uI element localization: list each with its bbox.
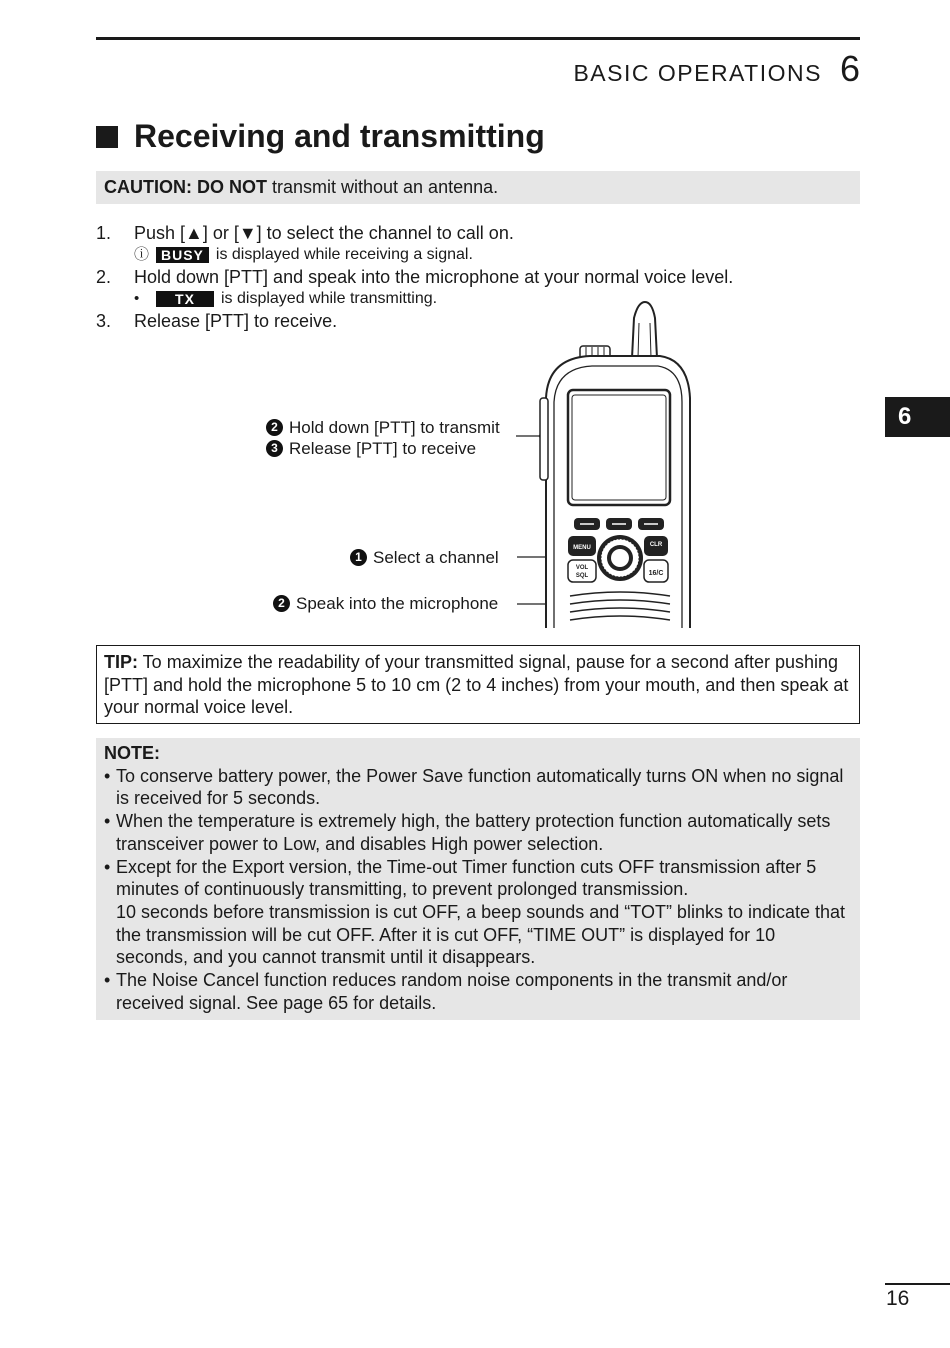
bullet-mark: • <box>134 290 140 307</box>
callout-text: Release [PTT] to receive <box>289 439 477 458</box>
callout-number: 2 <box>266 419 283 436</box>
step-text: Push [▲] or [▼] to select the channel to call on. <box>134 223 514 243</box>
callout-speak <box>273 593 498 614</box>
bullet-mark: • <box>104 765 111 786</box>
tip-box <box>96 645 860 724</box>
step-info-text: is displayed while receiving a signal. <box>215 246 473 263</box>
callout-text: Select a channel <box>373 548 499 567</box>
step-3 <box>96 310 856 332</box>
clr-key-label: CLR <box>649 542 663 548</box>
busy-indicator: BUSY <box>156 247 209 263</box>
step-number: 1. <box>96 223 112 243</box>
step-2 <box>96 266 856 288</box>
note-item <box>104 810 852 855</box>
header-rule <box>96 37 860 40</box>
vol-key-label: VOL <box>575 565 589 571</box>
note-title: NOTE: <box>104 743 160 763</box>
caution-label: CAUTION: DO NOT <box>104 177 267 197</box>
note-item <box>104 765 852 810</box>
chapter-side-tab: 6 <box>885 397 950 437</box>
step-info-text: is displayed while transmitting. <box>221 290 438 307</box>
note-item-text: The Noise Cancel function reduces random noise components in the transmit and/or received signal. See page 65 for details. <box>116 970 788 1013</box>
callout-text: Speak into the microphone <box>296 594 499 613</box>
callout-number: 3 <box>266 440 283 457</box>
page-number: 16 <box>886 1287 910 1310</box>
callout-ptt-release <box>266 438 476 459</box>
note-item-continuation: 10 seconds before transmission is cut OFF, a beep sounds and “TOT” blinks to indicate that the transmission will be cut OFF. After it is cut OFF, “TIME OUT” is displayed for 10 seconds, and you cannot transmit until it disappears. <box>116 901 846 968</box>
square-bullet-icon <box>96 126 118 148</box>
caution-text: transmit without an antenna. <box>266 177 499 197</box>
step-text: Release [PTT] to receive. <box>134 311 338 331</box>
callout-ptt-hold <box>266 417 500 438</box>
step-1-info <box>96 244 856 266</box>
bullet-mark: • <box>104 811 111 832</box>
chapter-header <box>573 48 860 90</box>
callout-number: 1 <box>350 549 367 566</box>
caution-box <box>96 171 860 204</box>
note-item-text: When the temperature is extremely high, the battery protection function automatically sets transceiver power to Low, and disables High power selection. <box>116 811 831 854</box>
section-title-text: Receiving and transmitting <box>134 118 545 154</box>
tip-label: TIP: <box>104 652 138 672</box>
chapter-number: 6 <box>839 48 860 89</box>
sql-key-label: SQL <box>575 573 589 579</box>
bullet-mark: • <box>104 970 111 991</box>
step-number: 3. <box>96 311 112 331</box>
chapter-title: BASIC OPERATIONS <box>573 60 822 86</box>
step-number: 2. <box>96 267 112 287</box>
info-icon: ⓘ <box>134 246 150 263</box>
note-item-text: Except for the Export version, the Time-out Timer function cuts OFF transmission after 5 minutes of continuously transmitting, to prevent prolonged transmission. <box>116 856 817 900</box>
callout-select-channel <box>350 547 499 568</box>
callout-text: Hold down [PTT] to transmit <box>289 418 500 437</box>
note-box <box>96 738 860 1020</box>
step-2-info <box>96 288 856 310</box>
ch16-key-label: 16/C <box>648 570 664 577</box>
callout-number: 2 <box>273 595 290 612</box>
step-1 <box>96 222 856 244</box>
footer-rule <box>885 1283 950 1285</box>
tip-text: To maximize the readability of your transmitted signal, pause for a second after pushing [PTT] and hold the microphone 5 to 10 cm (2 to 4 inches) from your mouth, and then speak at your normal voice level. <box>104 652 849 718</box>
note-item <box>104 856 852 970</box>
note-item-text: To conserve battery power, the Power Save function automatically turns ON when no signal is received for 5 seconds. <box>116 765 844 809</box>
bullet-mark: • <box>104 856 111 877</box>
steps-list <box>96 222 856 332</box>
tx-indicator: TX <box>156 291 214 307</box>
step-text: Hold down [PTT] and speak into the microphone at your normal voice level. <box>134 267 734 287</box>
note-item <box>104 969 852 1014</box>
radio-illustration <box>510 298 710 630</box>
menu-key-label: MENU <box>573 545 591 551</box>
section-title <box>96 118 545 155</box>
